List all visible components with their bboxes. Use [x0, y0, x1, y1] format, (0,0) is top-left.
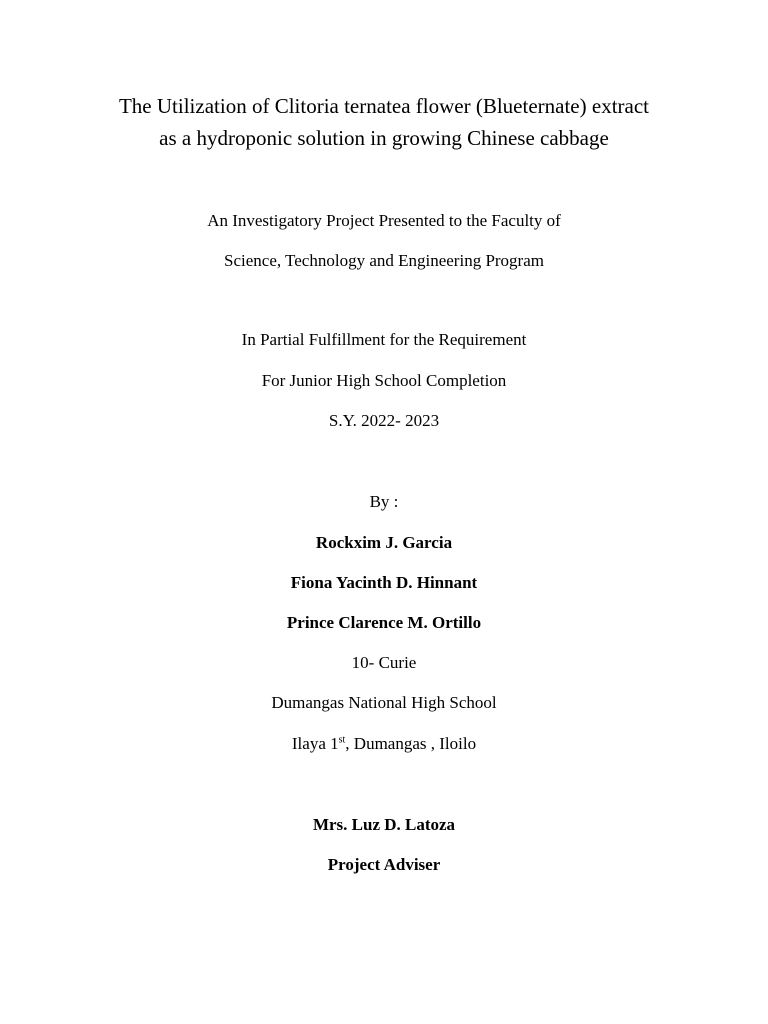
- address-prefix: Ilaya 1: [291, 734, 339, 753]
- title-line-2: as a hydroponic solution in growing Chinese cabbage: [159, 126, 609, 150]
- presentation-line-2: Science, Technology and Engineering Program: [224, 251, 544, 270]
- fulfillment-line-2: For Junior High School Completion: [261, 371, 507, 390]
- adviser-role: Project Adviser: [327, 855, 441, 874]
- author-name: Prince Clarence M. Ortillo: [286, 613, 482, 632]
- address-suffix: , Dumangas , Iloilo: [345, 734, 477, 753]
- title-line-1: The Utilization of Clitoria ternatea flower (Blueternate) extract: [118, 94, 649, 118]
- fulfillment-line-1: In Partial Fulfillment for the Requirement: [241, 330, 527, 349]
- by-label: By :: [369, 492, 399, 511]
- school-year: S.Y. 2022- 2023: [328, 411, 440, 430]
- school-name: Dumangas National High School: [271, 693, 497, 712]
- school-address: [0, 735, 768, 752]
- adviser-name: Mrs. Luz D. Latoza: [312, 815, 456, 834]
- author-name: Fiona Yacinth D. Hinnant: [290, 573, 478, 592]
- author-name: Rockxim J. Garcia: [315, 533, 453, 552]
- section-name: 10- Curie: [351, 653, 417, 672]
- address-superscript: st: [338, 734, 346, 746]
- presentation-line-1: An Investigatory Project Presented to the Faculty of: [207, 211, 561, 230]
